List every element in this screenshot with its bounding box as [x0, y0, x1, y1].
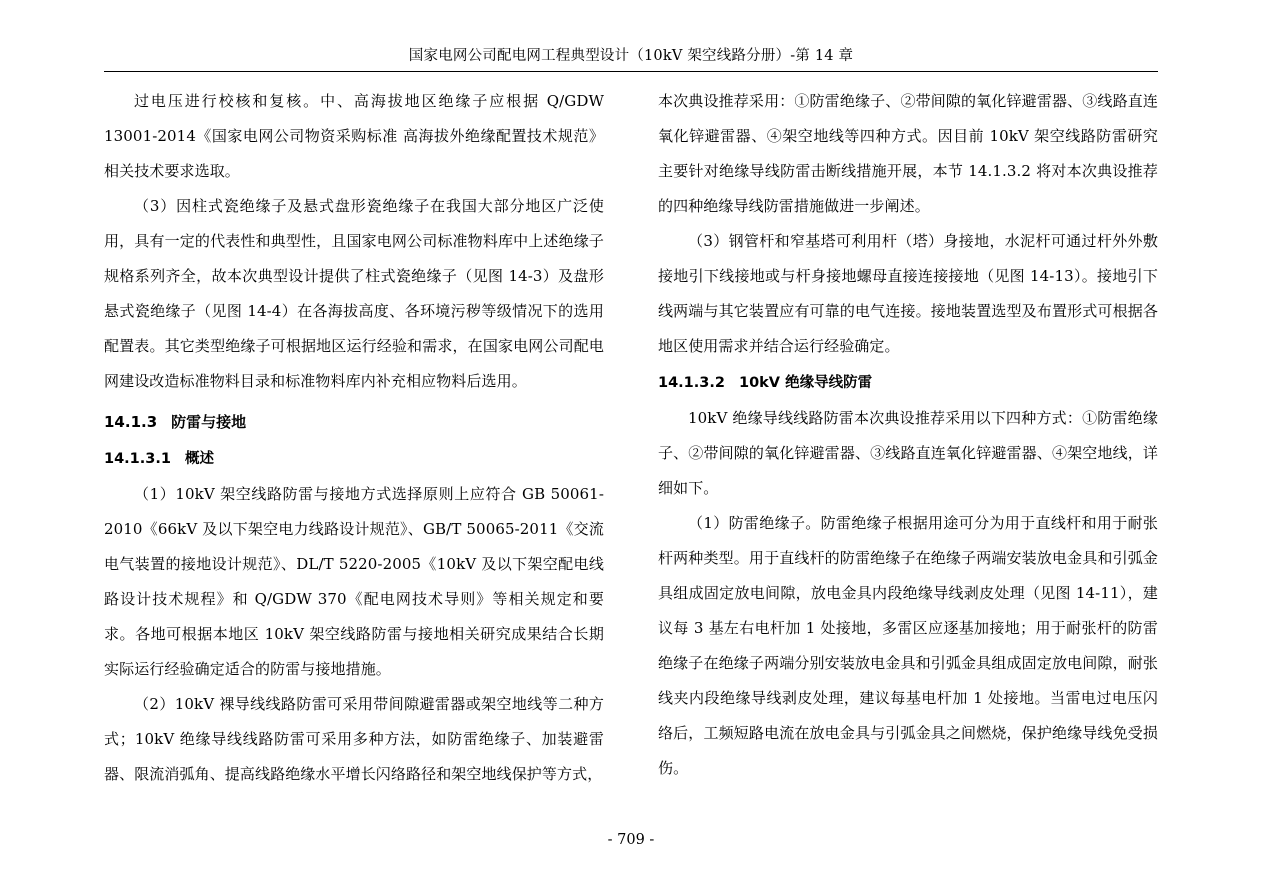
paragraph: 10kV 绝缘导线线路防雷本次典设推荐采用以下四种方式：①防雷绝缘子、②带间隙的氧化锌避雷器、③线路直连氧化锌避雷器、④架空地线，详细如下。 — [658, 409, 1158, 497]
section-title: 防雷与接地 — [171, 413, 247, 431]
section-heading — [104, 405, 604, 440]
right-column — [658, 84, 1158, 792]
paragraph: 过电压进行校核和复核。中、高海拔地区绝缘子应根据 Q/GDW 13001-2014《国家电网公司物资采购标准 高海拔外绝缘配置技术规范》相关技术要求选取。 — [104, 92, 604, 180]
section-number: 14.1.3 — [104, 413, 158, 431]
left-column — [104, 84, 604, 792]
page-header: 国家电网公司配电网工程典型设计（10kV 架空线路分册）-第 14 章 — [408, 48, 854, 64]
subsection-heading — [658, 366, 1158, 401]
page-footer: - 709 - — [607, 832, 655, 848]
paragraph: （2）10kV 裸导线线路防雷可采用带间隙避雷器或架空地线等二种方式；10kV 绝缘导线线路防雷可采用多种方法，如防雷绝缘子、加装避雷器、限流消弧角、提高线路绝缘水平增长闪络路径和架空地线保护等方式， — [104, 695, 604, 783]
header-divider — [104, 71, 1158, 72]
subsection-title: 10kV 绝缘导线防雷 — [738, 375, 873, 391]
paragraph: （1）防雷绝缘子。防雷绝缘子根据用途可分为用于直线杆和用于耐张杆两种类型。用于直线杆的防雷绝缘子在绝缘子两端安装放电金具和引弧金具组成固定放电间隙，放电金具内段绝缘导线剥皮处理（见图 14-11），建议每 3 基左右电杆加 1 处接地，多雷区应逐基加接地；用于耐张杆的防雷绝缘子在绝缘子两端分别安装放电金具和引弧金具组成固定放电间隙，耐张线夹内段绝缘导线剥皮处理，建议每基电杆加 1 处接地。当雷电过电压闪络后，工频短路电流在放电金具与引弧金具之间燃烧，保护绝缘导线免受损伤。 — [658, 514, 1158, 777]
two-column-body — [104, 84, 1158, 792]
paragraph: 本次典设推荐采用：①防雷绝缘子、②带间隙的氧化锌避雷器、③线路直连氧化锌避雷器、④架空地线等四种方式。因目前 10kV 架空线路防雷研究主要针对绝缘导线防雷击断线措施开展，本节 14.1.3.2 将对本次典设推荐的四种绝缘导线防雷措施做进一步阐述。 — [658, 92, 1158, 215]
paragraph: （1）10kV 架空线路防雷与接地方式选择原则上应符合 GB 50061-2010《66kV 及以下架空电力线路设计规范》、GB/T 50065-2011《交流电气装置的接地设计规范》、DL/T 5220-2005《10kV 及以下架空配电线路设计技术规程》和 Q/GDW 370《配电网技术导则》等相关规定和要求。各地可根据本地区 10kV 架空线路防雷与接地相关研究成果结合长期实际运行经验确定适合的防雷与接地措施。 — [104, 485, 604, 678]
subsection-heading — [104, 442, 604, 477]
subsection-number: 14.1.3.1 — [104, 451, 171, 467]
subsection-number: 14.1.3.2 — [658, 375, 725, 391]
paragraph: （3）因柱式瓷绝缘子及悬式盘形瓷绝缘子在我国大部分地区广泛使用，具有一定的代表性和典型性，且国家电网公司标准物料库中上述绝缘子规格系列齐全，故本次典型设计提供了柱式瓷绝缘子（见图 14-3）及盘形悬式瓷绝缘子（见图 14-4）在各海拔高度、各环境污秽等级情况下的选用配置表。其它类型绝缘子可根据地区运行经验和需求，在国家电网公司配电网建设改造标准物料目录和标准物料库内补充相应物料后选用。 — [104, 197, 604, 390]
subsection-title: 概述 — [184, 451, 214, 467]
paragraph: （3）钢管杆和窄基塔可利用杆（塔）身接地，水泥杆可通过杆外外敷接地引下线接地或与杆身接地螺母直接连接接地（见图 14-13）。接地引下线两端与其它装置应有可靠的电气连接。接地装置选型及布置形式可根据各地区使用需求并结合运行经验确定。 — [658, 232, 1158, 355]
